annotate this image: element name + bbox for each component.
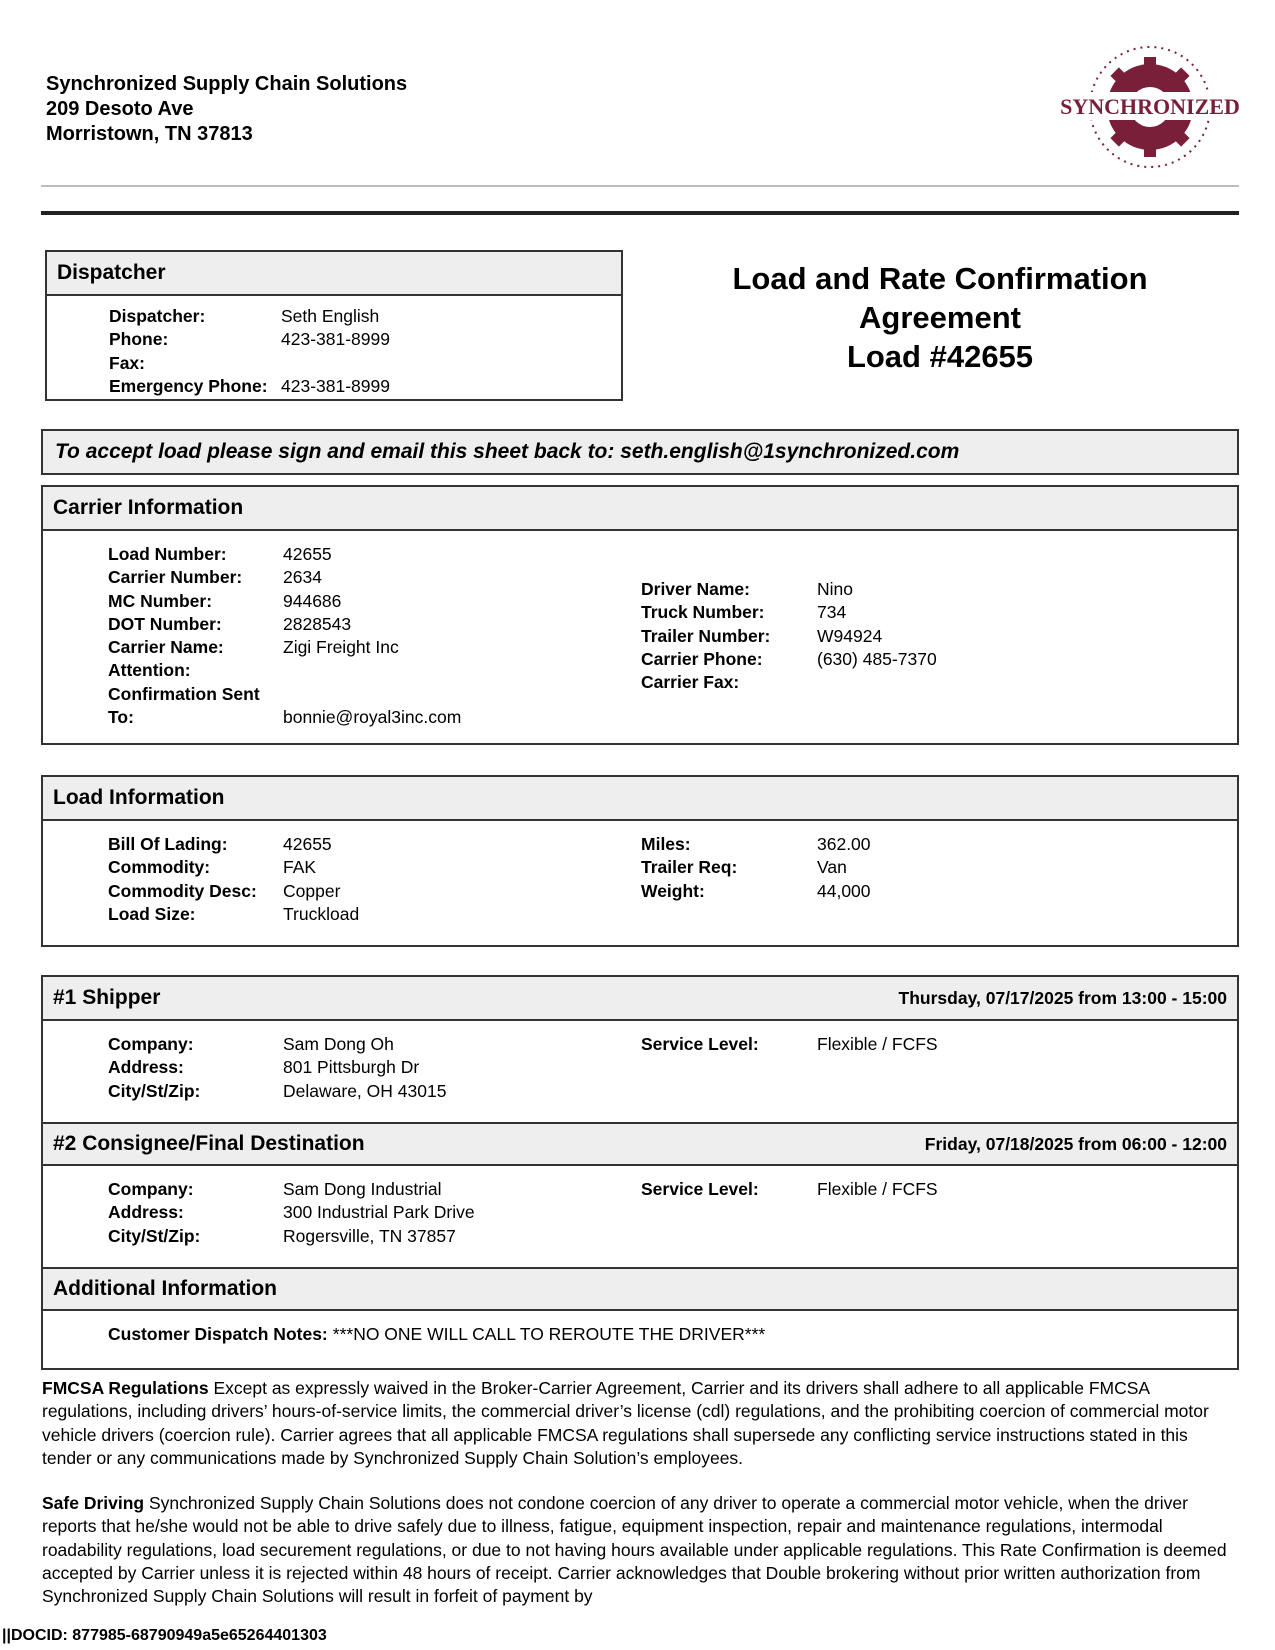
commodity-label: Commodity: [108,857,211,878]
phone-label: Phone: [109,329,169,350]
carrier-name-value: Zigi Freight Inc [283,637,399,658]
confirmation-to-label: To: [108,707,134,728]
shipper-address-value: 801 Pittsburgh Dr [283,1057,420,1078]
additional-section [43,1311,1237,1361]
dispatcher-heading-bar [47,252,621,296]
stops-box [41,975,1239,1370]
address-line-2: Morristown, TN 37813 [46,123,253,145]
commodity-value: FAK [283,857,317,878]
miles-label: Miles: [641,834,691,854]
consignee-company-label: Company: [108,1179,194,1199]
address-line-1: 209 Desoto Ave [46,98,194,120]
truck-number-label: Truck Number: [641,602,765,623]
safe-driving-label: Safe Driving [42,1493,145,1513]
consignee-heading: #2 Consignee/Final Destination [53,1132,365,1155]
driver-name-label: Driver Name: [641,579,750,599]
additional-heading: Additional Information [53,1277,277,1300]
dispatcher-value: Seth English [281,306,380,326]
load-right-details [641,833,871,903]
company-name: Synchronized Supply Chain Solutions [46,73,408,95]
consignee-service [641,1178,938,1201]
load-heading-bar [43,777,1237,821]
consignee-address-value: 300 Industrial Park Drive [283,1202,475,1223]
confirmation-email[interactable]: bonnie@royal3inc.com [283,707,462,728]
bill-of-lading-label: Bill Of Lading: [108,834,228,854]
emergency-phone-value: 423-381-8999 [281,375,390,396]
dispatch-notes-label: Customer Dispatch Notes: [108,1324,328,1344]
carrier-number-value: 2634 [283,567,322,588]
shipper-company-value: Sam Dong Oh [283,1034,394,1054]
consignee-company-value: Sam Dong Industrial [283,1179,442,1199]
document-id: ||DOCID: 877985-68790949a5e65264401303 [2,1627,327,1644]
load-number-value: 42655 [283,544,332,564]
consignee-date: Friday, 07/18/2025 from 06:00 - 12:00 [924,1133,1227,1154]
title-line-1: Load and Rate Confirmation [732,261,1148,296]
dispatch-notes-value: ***NO ONE WILL CALL TO REROUTE THE DRIVER*** [332,1324,766,1344]
load-size-value: Truckload [283,903,360,924]
fmcsa-label: FMCSA Regulations [42,1378,209,1398]
carrier-right-details [641,578,937,694]
consignee-service-label: Service Level: [641,1179,759,1199]
shipper-heading: #1 Shipper [53,986,161,1009]
load-number-label: Load Number: [108,544,227,564]
mc-number-value: 944686 [283,590,342,611]
document-title [660,259,1220,376]
shipper-city-label: City/St/Zip: [108,1080,201,1101]
carrier-phone-label: Carrier Phone: [641,648,763,669]
consignee-heading-bar [43,1122,1237,1166]
header-rule-thin [41,185,1239,187]
truck-number-value: 734 [817,602,847,623]
dispatcher-heading: Dispatcher [57,261,166,284]
shipper-date: Thursday, 07/17/2025 from 13:00 - 15:00 [898,987,1227,1008]
carrier-number-label: Carrier Number: [108,567,243,588]
attention-label: Attention: [108,660,191,681]
confirmation-sent-label: Confirmation Sent [108,683,260,704]
emergency-phone-label: Emergency Phone: [109,375,268,396]
safe-driving-paragraph [42,1492,1242,1608]
consignee-service-value: Flexible / FCFS [817,1179,938,1199]
commodity-desc-value: Copper [283,880,341,901]
consignee-details [108,1178,475,1248]
fax-label: Fax: [109,352,145,373]
title-line-2: Agreement [859,300,1021,335]
dispatch-notes [108,1323,765,1346]
company-logo [1060,42,1240,176]
consignee-section [43,1166,1237,1267]
shipper-service-label: Service Level: [641,1034,759,1054]
dispatcher-details [109,305,390,398]
consignee-address-label: Address: [108,1202,184,1223]
trailer-number-label: Trailer Number: [641,625,771,646]
shipper-service-value: Flexible / FCFS [817,1034,938,1054]
trailer-req-label: Trailer Req: [641,857,738,878]
load-heading: Load Information [53,786,225,809]
carrier-info-box [41,485,1239,745]
fmcsa-paragraph [42,1377,1242,1470]
carrier-heading-bar [43,487,1237,531]
shipper-city-value: Delaware, OH 43015 [283,1080,447,1101]
carrier-heading: Carrier Information [53,496,244,519]
trailer-req-value: Van [817,857,847,878]
load-left-details [108,833,359,926]
shipper-address-label: Address: [108,1057,184,1078]
dispatcher-label: Dispatcher: [109,306,206,326]
mc-number-label: MC Number: [108,590,213,611]
carrier-phone-value: (630) 485-7370 [817,648,937,669]
header-rule-thick [41,211,1239,215]
weight-value: 44,000 [817,880,871,901]
title-line-3: Load #42655 [846,339,1034,374]
miles-value: 362.00 [817,834,871,854]
company-address [46,72,407,147]
phone-value: 423-381-8999 [281,329,390,350]
shipper-section [43,1021,1237,1122]
bill-of-lading-value: 42655 [283,834,332,854]
shipper-heading-bar [43,977,1237,1021]
load-info-box [41,775,1239,947]
fmcsa-text: Except as expressly waived in the Broker-Carrier Agreement, Carrier and its drivers shall adhere to all applicable FMCSA regulations, including drivers’ hours-of-service limits, the commercial driver’s license (cdl) regulations, and the prohibiting coercion of commercial motor vehicle drivers (coercion rule). Carrier agrees that all applicable FMCSA regulations shall supersede any conflicting service instructions stated in this tender or any communications made by Synchronized Supply Chain Solution’s employees. [42,1378,1209,1468]
additional-heading-bar [43,1267,1237,1311]
dot-number-label: DOT Number: [108,613,222,634]
dispatcher-box [45,250,623,401]
shipper-service [641,1033,938,1056]
shipper-company-label: Company: [108,1034,194,1054]
logo-text: SYNCHRONIZED [1060,94,1240,119]
carrier-name-label: Carrier Name: [108,637,224,658]
consignee-city-label: City/St/Zip: [108,1225,201,1246]
carrier-left-details [108,543,461,729]
shipper-details [108,1033,446,1103]
carrier-fax-label: Carrier Fax: [641,672,740,693]
accept-instructions: To accept load please sign and email this sheet back to: seth.english@1synchronized.com [41,429,1239,475]
consignee-city-value: Rogersville, TN 37857 [283,1225,456,1246]
trailer-number-value: W94924 [817,625,883,646]
safe-driving-text: Synchronized Supply Chain Solutions does not condone coercion of any driver to operate a commercial motor vehicle, when the driver reports that he/she would not be able to drive safely due to illness, fatigue, equipment inspection, repair and maintenance regulations, intermodal roadability regulations, load securement regulations, or due to not having hours available under applicable regulations. This Rate Confirmation is deemed accepted by Carrier unless it is rejected within 48 hours of receipt. Carrier acknowledges that Double brokering without prior written authorization from Synchronized Supply Chain Solutions will result in forfeit of payment by [42,1493,1227,1607]
dot-number-value: 2828543 [283,613,352,634]
driver-name-value: Nino [817,579,853,599]
weight-label: Weight: [641,880,705,901]
commodity-desc-label: Commodity Desc: [108,880,257,901]
load-size-label: Load Size: [108,903,196,924]
